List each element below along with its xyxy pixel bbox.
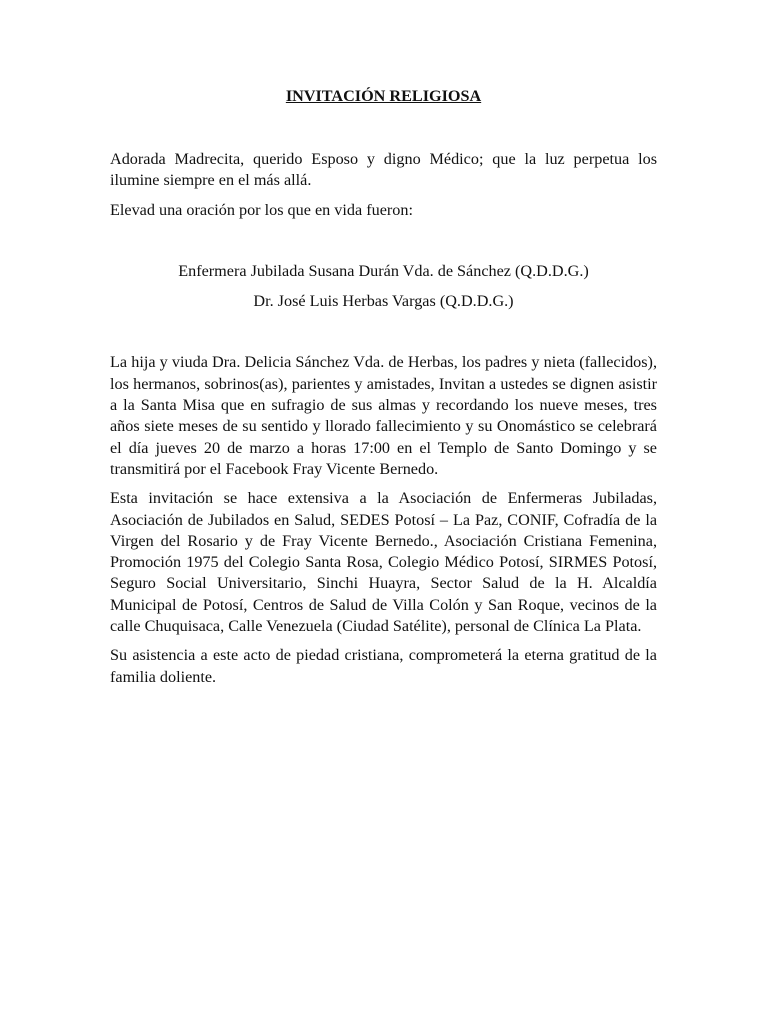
extension-paragraph: Esta invitación se hace extensiva a la Asociación de Enfermeras Jubiladas, Asociación de Jubilados en Salud, SEDES Potosí – La Paz, CONIF, Cofradía de la Virgen del Rosario y de Fray Vicente Bernedo., Asociación Cristiana Femenina, Promoción 1975 del Colegio Santa Rosa, Colegio Médico Potosí, SIRMES Potosí, Seguro Social Universitario, Sinchi Huayra, Sector Salud de la H. Alcaldía Municipal de Potosí, Centros de Salud de Villa Colón y San Roque, vecinos de la calle Chuquisaca, Calle Venezuela (Ciudad Satélite), personal de Clínica La Plata.: [110, 489, 657, 636]
honoree-name: Enfermera Jubilada Susana Durán Vda. de Sánchez (Q.D.D.G.): [178, 261, 589, 280]
closing-paragraph: Su asistencia a este acto de piedad cristiana, comprometerá la eterna gratitud de la familia doliente.: [110, 646, 657, 686]
honoree-name: Dr. José Luis Herbas Vargas (Q.D.D.G.): [253, 292, 514, 311]
family-invitation-paragraph: La hija y viuda Dra. Delicia Sánchez Vda. de Herbas, los padres y nieta (fallecidos), los hermanos, sobrinos(as), parientes y amistades, Invitan a ustedes se dignen asistir a la Santa Misa que en sufragio de sus almas y recordando los nueve meses, tres años siete meses de su sentido y llorado fallecimiento y su Onomástico se celebrará el día jueves 20 de marzo a horas 17:00 en el Templo de Santo Domingo y se transmitirá por el Facebook Fray Vicente Bernedo.: [110, 353, 657, 478]
document-title: INVITACIÓN RELIGIOSA: [285, 87, 482, 105]
prayer-request-paragraph: Elevad una oración por los que en vida fueron:: [110, 200, 413, 219]
document-body: [110, 86, 657, 688]
intro-paragraph: Adorada Madrecita, querido Esposo y digno Médico; que la luz perpetua los ilumine siempre en el más allá.: [110, 150, 657, 190]
honorees-block: [110, 261, 657, 313]
